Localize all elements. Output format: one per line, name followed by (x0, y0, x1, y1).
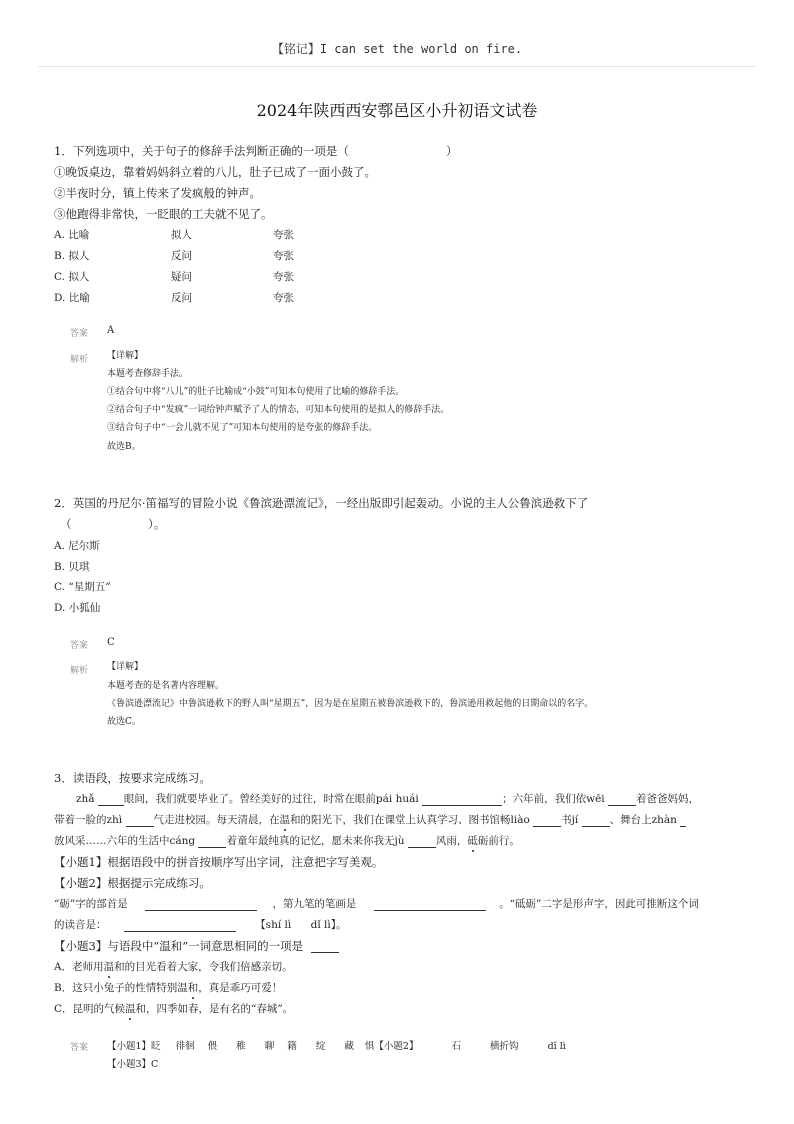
q3-sub-1: 【小题1】根据语段中的拼音按顺序写出字词，注意把字写美观。 (54, 855, 384, 869)
q3-option-c[interactable] (54, 1002, 293, 1016)
blank-zhan[interactable] (680, 815, 686, 827)
q1-explain-line-1: 【详解】 (107, 351, 144, 361)
opt-text: C．昆明的气候 (54, 1003, 126, 1015)
q3-answer-line-2: 【小题3】C (107, 1059, 159, 1070)
q3-answer-line-1 (107, 1038, 566, 1052)
answer-word: 偎 (207, 1041, 218, 1052)
q1-option-b-1: B. 拟人 (54, 250, 90, 262)
blank-ju[interactable] (408, 836, 436, 848)
passage-text: 放风采……六年的生活中cáng (54, 835, 196, 847)
passage-text: 、舞台上zhàn (609, 814, 677, 826)
passage-text: 和的阳光下，我们在课堂上认真学习、图书馆畅liào (290, 814, 530, 826)
opt-text: B．这只小兔子的性情特别温 (54, 982, 188, 994)
q1-sentence-2: ②半夜时分，镇上传来了发疯般的钟声。 (54, 186, 261, 200)
passage-text: 风雨， (435, 835, 468, 847)
q3-sub-2: 【小题2】根据提示完成练习。 (54, 876, 211, 890)
q2-option-d[interactable]: D. 小狐仙 (54, 602, 101, 614)
q1-explain-line-3: ①结合句中将“八儿”的肚子比喻成“小鼓”可知本句使用了比喻的修辞手法。 (107, 387, 405, 397)
q1-option-d-1: D. 比喻 (54, 292, 90, 304)
q1-stem-paren: ） (446, 144, 458, 158)
dotted-char: 温 (103, 961, 115, 973)
q1-answer-value: A (107, 325, 115, 336)
blank-wei[interactable] (608, 794, 636, 806)
q3-stem: 3．读语段，按要求完成练习。 (54, 771, 211, 785)
sub2-choice[interactable]: 【shí lì (255, 919, 292, 931)
answer-text: 【小题2】 (374, 1041, 419, 1052)
dotted-char: 温 (125, 1003, 136, 1015)
sub2-text: “砺”字的部首是 (54, 898, 128, 910)
q1-explain-line-2: 本题考查修辞手法。 (107, 369, 189, 379)
q1-option-a-1: A. 比喻 (54, 229, 90, 241)
q1-option-a-2: 拟人 (171, 229, 192, 241)
q1-option-c-3: 夸张 (273, 271, 294, 283)
q3-passage-line-2 (54, 813, 686, 827)
q2-answer-label: 答案 (70, 641, 89, 651)
q1-option-d-2: 反问 (171, 292, 192, 304)
q1-sentence-3: ③他跑得非常快，一眨眼的工夫就不见了。 (54, 207, 273, 221)
q2-stem-paren-open: （ (60, 517, 72, 531)
q1-option-a-3: 夸张 (273, 229, 294, 241)
opt-text: A．老师用 (54, 961, 104, 973)
header-divider (38, 66, 756, 67)
q2-explain-line-2: 本题考查的是名著内容理解。 (107, 681, 225, 691)
blank-liao[interactable] (533, 815, 561, 827)
q1-option-c-1: C. 拟人 (54, 271, 90, 283)
q2-answer-value: C (107, 637, 115, 648)
q3-answer-label: 答案 (70, 1043, 89, 1053)
q3-passage-line-1 (76, 792, 699, 806)
q1-explain-line-5: ③结合句子中“一会儿就不见了”可知本句使用的是夸张的修辞手法。 (107, 423, 378, 433)
sub2-text: 的读音是： (54, 919, 107, 931)
pinyin-zhi: 带着一脸的zhì (54, 814, 123, 826)
sub2-text: 。“砥砺”二字是形声字，因此可推断这个词 (499, 898, 699, 910)
answer-word: 聊 (264, 1041, 275, 1052)
passage-text: 书jí (561, 814, 579, 826)
opt-text: 和，四季如春，是有名的“春城”。 (135, 1003, 294, 1015)
q2-option-a[interactable]: A. 尼尔斯 (54, 540, 100, 552)
blank-reading[interactable] (124, 920, 236, 932)
dotted-char: 和 (187, 982, 199, 994)
q1-stem: 1．下列选项中，关于句子的修辞手法判断正确的一项是（ (54, 144, 349, 158)
q2-option-c[interactable]: C. “星期五” (54, 581, 111, 593)
sub3-text: 【小题3】与语段中“温和”一词意思相同的一项是 (54, 939, 304, 953)
blank-ji[interactable] (582, 815, 610, 827)
q2-option-b[interactable]: B. 贝琪 (54, 561, 90, 573)
q3-sub-2-line-2 (54, 918, 347, 932)
blank-paihuai[interactable] (422, 794, 502, 806)
q1-option-b-3: 夸张 (273, 250, 294, 262)
answer-word: 稚 (236, 1041, 246, 1052)
q3-sub-3 (54, 939, 339, 953)
passage-text: 气走进校园。每天清晨，在 (153, 814, 280, 826)
passage-text: 着爸爸妈妈， (635, 793, 699, 805)
answer-word: 绽 (315, 1041, 326, 1052)
answer-word: 藏 (344, 1041, 354, 1052)
q3-option-a[interactable] (54, 960, 293, 974)
dotted-char: 温 (279, 814, 290, 826)
passage-text: 眼间，我们就要毕业了。曾经美好的过往，时常在眼前pái huái (123, 793, 419, 805)
page-title: 2024年陕西西安鄠邑区小升初语文试卷 (256, 101, 538, 120)
q2-explain-line-1: 【详解】 (107, 662, 144, 672)
q1-sentence-1: ①晚饭桌边，靠着妈妈斜立着的八儿，肚子已成了一面小鼓了。 (54, 165, 376, 179)
q2-explain-line-3: 《鲁滨逊漂流记》中鲁滨逊救下的野人叫“星期五”，因为是在星期五被鲁滨逊救下的，鲁滨逊用救起他的日期命以的名字。 (107, 699, 594, 709)
q1-explain-line-6: 故选B。 (107, 442, 141, 452)
dotted-char: 砥 (467, 835, 478, 847)
passage-text: 砺前行。 (477, 835, 520, 847)
passage-text: 着童年最纯真的记忆，愿未来你我无jù (226, 835, 405, 847)
answer-text: 【小题1】眨 (107, 1041, 161, 1052)
answer-word: 惧 (364, 1041, 375, 1052)
q1-explain-line-4: ②结合句子中“发疯”一词给钟声赋予了人的情态，可知本句使用的是拟人的修辞手法。 (107, 405, 450, 415)
q2-stem-paren-close: ）。 (148, 517, 166, 531)
answer-word: 石 (451, 1041, 462, 1052)
answer-word: 籍 (287, 1041, 297, 1052)
blank-cang[interactable] (198, 836, 226, 848)
blank-zha[interactable] (98, 794, 124, 806)
passage-text: ；六年前，我们依wēi (502, 793, 605, 805)
q2-stem: 2．英国的丹尼尔·笛福写的冒险小说《鲁滨逊漂流记》，一经出版即引起轰动。小说的主人公鲁滨逊救下了 (54, 496, 589, 510)
q3-sub-2-line-1 (54, 897, 699, 911)
opt-text: 和的目光看着大家，令我们倍感亲切。 (114, 961, 293, 973)
q1-answer-label: 答案 (70, 329, 89, 339)
sub2-choice[interactable]: dǐ lì】。 (310, 919, 347, 931)
answer-word: 徘徊 (175, 1041, 195, 1052)
opt-text: ，真是乖巧可爱！ (198, 982, 283, 994)
blank-stroke[interactable] (374, 899, 486, 911)
blank-radical[interactable] (145, 899, 257, 911)
page-header-motto: 【铭记】I can set the world on fire. (271, 42, 523, 56)
blank-zhi[interactable] (126, 815, 154, 827)
sub2-text: ，第九笔的笔画是 (272, 898, 357, 910)
answer-word: dǐ lì (547, 1041, 566, 1052)
q3-passage-line-3 (54, 834, 520, 848)
blank-sub3[interactable] (311, 941, 339, 953)
q1-option-c-2: 疑问 (171, 271, 192, 283)
answer-word: 横折钩 (490, 1041, 519, 1052)
q2-explain-label: 解析 (70, 666, 89, 676)
q1-option-d-3: 夸张 (273, 292, 294, 304)
q3-option-b[interactable] (54, 981, 282, 995)
q2-explain-line-4: 故选C。 (107, 717, 141, 727)
pinyin-zha: zhǎ (76, 793, 95, 805)
q1-explain-label: 解析 (70, 355, 89, 365)
q1-option-b-2: 反问 (171, 250, 192, 262)
